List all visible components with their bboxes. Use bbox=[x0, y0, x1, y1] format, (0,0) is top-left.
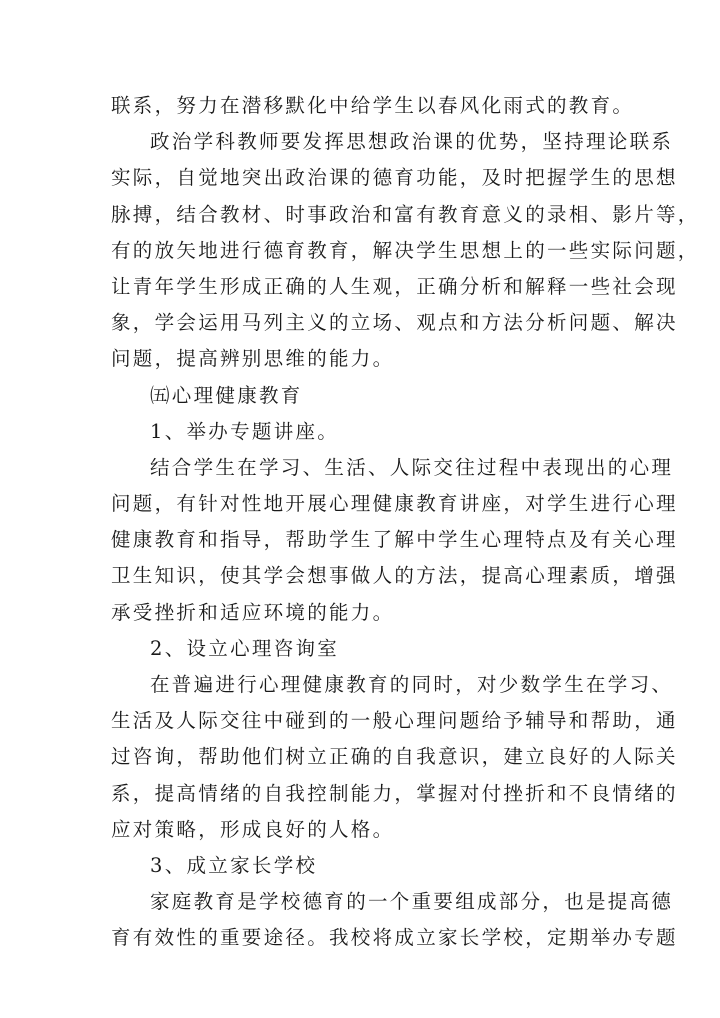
document-body bbox=[111, 88, 700, 957]
text-line: 健康教育和指导，帮助学生了解中学生心理特点及有关心理 bbox=[111, 528, 678, 552]
text-line: 问题，提高辨别思维的能力。 bbox=[111, 347, 395, 371]
text-line: 让青年学生形成正确的人生观，正确分析和解释一些社会现 bbox=[111, 274, 678, 298]
text-line: 问题，有针对性地开展心理健康教育讲座，对学生进行心理 bbox=[111, 492, 678, 516]
subsection-heading: 2、设立心理咨询室 bbox=[150, 636, 340, 660]
text-line: 结合学生在学习、生活、人际交往过程中表现出的心理 bbox=[150, 455, 674, 479]
text-line: 系，提高情绪的自我控制能力，掌握对付挫折和不良情绪的 bbox=[111, 781, 678, 805]
text-line: 家庭教育是学校德育的一个重要组成部分，也是提高德 bbox=[150, 890, 674, 914]
text-line: 育有效性的重要途径。我校将成立家长学校，定期举办专题 bbox=[111, 926, 678, 950]
text-line: 脉搏，结合教材、时事政治和富有教育意义的录相、影片等， bbox=[111, 202, 700, 226]
text-line: 在普遍进行心理健康教育的同时，对少数学生在学习、 bbox=[150, 673, 674, 696]
text-line: 有的放矢地进行德育教育，解决学生思想上的一些实际问题， bbox=[111, 238, 700, 262]
text-line: 过咨询，帮助他们树立正确的自我意识，建立良好的人际关 bbox=[111, 745, 678, 769]
text-line: 承受挫折和适应环境的能力。 bbox=[111, 600, 395, 624]
text-line: 象，学会运用马列主义的立场、观点和方法分析问题、解决 bbox=[111, 311, 678, 335]
text-line: 生活及人际交往中碰到的一般心理问题给予辅导和帮助，通 bbox=[111, 709, 678, 733]
subsection-heading: 3、成立家长学校 bbox=[150, 853, 318, 877]
text-line: 政治学科教师要发挥思想政治课的优势，坚持理论联系 bbox=[150, 130, 674, 154]
text-line: 实际，自觉地突出政治课的德育功能，及时把握学生的思想 bbox=[111, 166, 678, 190]
text-line: 卫生知识，使其学会想事做人的方法，提高心理素质，增强 bbox=[111, 564, 678, 588]
section-heading: ㈤心理健康教育 bbox=[150, 383, 303, 407]
text-line: 联系，努力在潜移默化中给学生以春风化雨式的教育。 bbox=[111, 94, 635, 117]
subsection-heading: 1、举办专题讲座。 bbox=[150, 419, 340, 443]
text-line: 应对策略，形成良好的人格。 bbox=[111, 817, 395, 841]
